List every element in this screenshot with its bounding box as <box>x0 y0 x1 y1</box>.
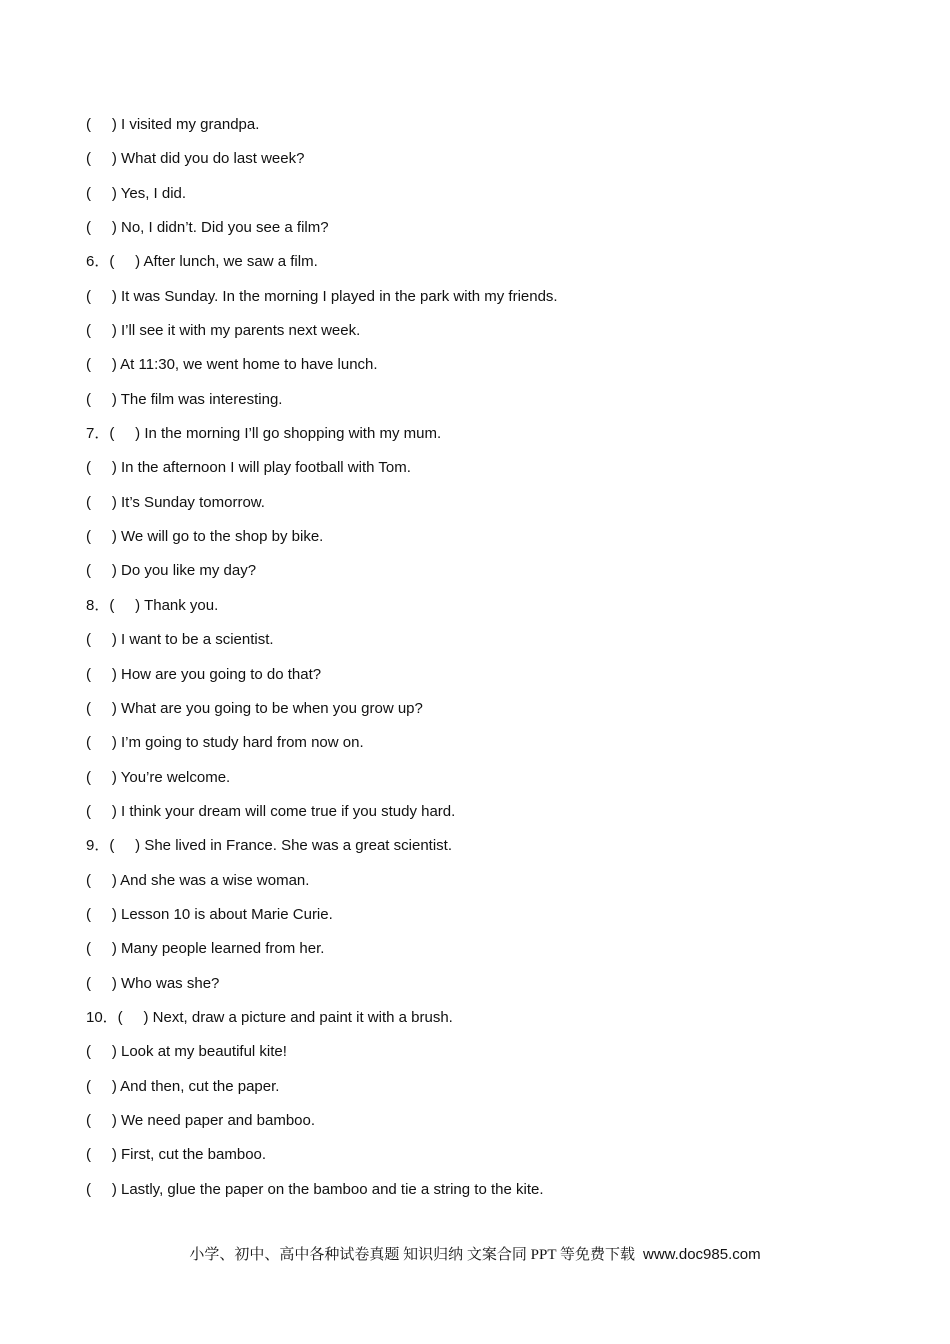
question-line: ( ) Many people learned from her. <box>86 940 325 958</box>
page-footer <box>0 1243 950 1264</box>
question-line: 6．( ) After lunch, we saw a film. <box>86 253 318 271</box>
footer-site-link[interactable]: www.doc985.com <box>643 1246 761 1263</box>
question-line: ( ) No, I didn’t. Did you see a film? <box>86 219 329 237</box>
question-line: ( ) I think your dream will come true if you study hard. <box>86 802 456 820</box>
question-line: ( ) Who was she? <box>86 974 220 992</box>
question-line: ( ) Do you like my day? <box>86 562 257 580</box>
question-line: ( ) I visited my grandpa. <box>86 116 260 133</box>
question-line: 7．( ) In the morning I’ll go shopping with my mum. <box>86 425 442 443</box>
question-line: ( ) In the afternoon I will play football with Tom. <box>86 459 411 477</box>
question-line: ( ) I’ll see it with my parents next week. <box>86 322 361 340</box>
question-line: 8．( ) Thank you. <box>86 596 219 614</box>
question-line: ( ) Look at my beautiful kite! <box>86 1043 287 1061</box>
question-line: ( ) What did you do last week? <box>86 150 305 168</box>
question-line: ( ) We will go to the shop by bike. <box>86 528 324 546</box>
question-line: ( ) I want to be a scientist. <box>86 631 274 649</box>
question-list <box>86 114 558 1213</box>
question-line: ( ) Yes, I did. <box>86 184 187 202</box>
question-line: ( ) At 11:30, we went home to have lunch. <box>86 356 378 374</box>
footer-text: 小学、初中、高中各种试卷真题 知识归纳 文案合同 PPT 等免费下载 <box>189 1247 636 1263</box>
question-line: ( ) And she was a wise woman. <box>86 871 310 889</box>
question-line: ( ) How are you going to do that? <box>86 665 322 683</box>
question-line: ( ) It was Sunday. In the morning I played in the park with my friends. <box>86 287 558 305</box>
question-line: 10．( ) Next, draw a picture and paint it with a brush. <box>86 1008 453 1026</box>
question-line: ( ) We need paper and bamboo. <box>86 1111 316 1129</box>
question-line: ( ) You’re welcome. <box>86 768 231 786</box>
question-line: ( ) I’m going to study hard from now on. <box>86 734 364 752</box>
question-line: ( ) What are you going to be when you grow up? <box>86 699 423 717</box>
question-line: ( ) First, cut the bamboo. <box>86 1146 267 1164</box>
question-line: ( ) It’s Sunday tomorrow. <box>86 493 265 511</box>
question-line: ( ) Lastly, glue the paper on the bamboo and tie a string to the kite. <box>86 1180 544 1198</box>
question-line: 9．( ) She lived in France. She was a great scientist. <box>86 837 452 855</box>
question-line: ( ) Lesson 10 is about Marie Curie. <box>86 905 333 923</box>
question-line: ( ) The film was interesting. <box>86 390 283 408</box>
question-line: ( ) And then, cut the paper. <box>86 1077 280 1095</box>
